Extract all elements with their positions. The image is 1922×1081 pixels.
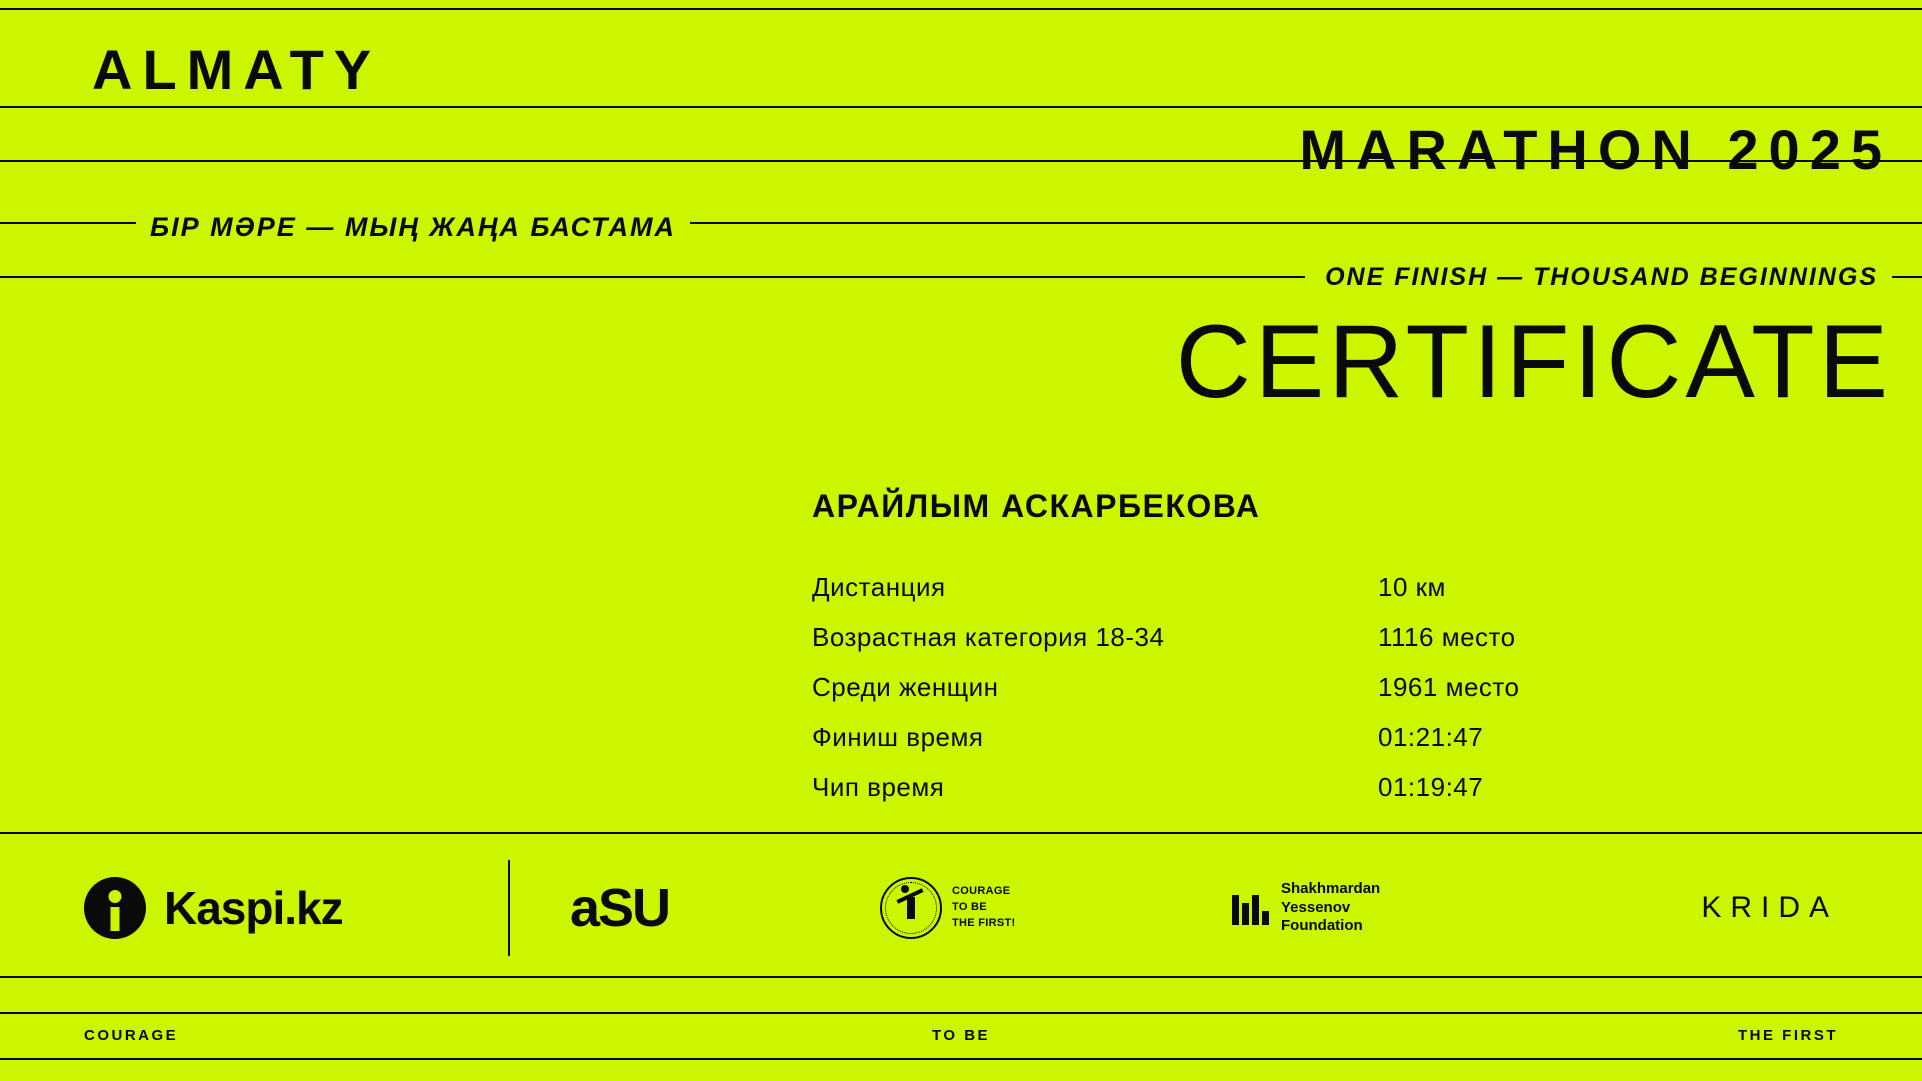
table-row	[812, 672, 1612, 722]
ctbf-line-2: TO BE	[952, 901, 987, 914]
table-row	[812, 622, 1612, 672]
event-title: MARATHON 2025	[1299, 118, 1892, 181]
table-row	[812, 572, 1612, 622]
shakhmardan-line-2: Yessenov	[1281, 898, 1351, 916]
sponsor-asu-label: aSU	[570, 878, 670, 938]
sponsor-bar	[0, 838, 1922, 978]
result-label: Среди женщин	[812, 672, 999, 702]
sponsor-courage-to-be-the-first	[880, 877, 1016, 939]
result-value: 01:21:47	[1378, 722, 1484, 752]
footer-middle-text: TO BE	[931, 1026, 991, 1044]
table-row	[812, 772, 1612, 822]
sponsor-krida-label: KRIDA	[1701, 891, 1838, 924]
result-value: 1116 место	[1378, 622, 1516, 652]
result-label: Дистанция	[812, 572, 946, 602]
ctbf-line-1: COURAGE	[952, 885, 1011, 898]
table-row	[812, 722, 1612, 772]
sponsor-shakhmardan-text	[1281, 880, 1380, 936]
sponsor-ctbf-text	[952, 884, 1016, 932]
sponsor-divider	[508, 860, 510, 956]
kaspi-logo-icon	[84, 877, 146, 939]
divider-line-1	[0, 106, 1922, 108]
sponsor-shakhmardan-yessenov-foundation	[1232, 880, 1380, 936]
divider-line-sponsors-top	[0, 832, 1922, 834]
corporate-fund-seal-icon	[880, 877, 942, 939]
city-title: ALMATY	[92, 38, 382, 101]
result-value: 01:19:47	[1378, 772, 1484, 802]
result-label: Финиш время	[812, 722, 984, 752]
footer-right-text: THE FIRST	[1738, 1026, 1838, 1044]
sponsor-kaspi	[84, 877, 343, 939]
sponsor-kaspi-label: Kaspi.kz	[164, 882, 343, 934]
yessenov-logo-icon	[1232, 891, 1269, 925]
result-value: 10 км	[1378, 572, 1446, 602]
result-label: Возрастная категория 18-34	[812, 622, 1165, 652]
divider-line-footer-top	[0, 1012, 1922, 1014]
result-value: 1961 место	[1378, 672, 1520, 702]
divider-line-bottom	[0, 1058, 1922, 1060]
footer-left-text: COURAGE	[84, 1026, 179, 1044]
divider-line-top	[0, 8, 1922, 10]
page-title: CERTIFICATE	[1175, 304, 1892, 420]
shakhmardan-line-1: Shakhmardan	[1281, 879, 1381, 897]
results-table	[812, 572, 1612, 822]
result-label: Чип время	[812, 772, 945, 802]
slogan-kazakh: БІР МӘРЕ — МЫҢ ЖАҢА БАСТАМА	[136, 214, 690, 241]
runner-figure-icon	[907, 897, 915, 919]
footer-bar	[0, 1018, 1922, 1052]
ctbf-line-3: THE FIRST!	[952, 916, 1016, 929]
participant-name: АРАЙЛЫМ АСКАРБЕКОВА	[812, 488, 1261, 524]
slogan-english: ONE FINISH — THOUSAND BEGINNINGS	[1305, 265, 1892, 290]
shakhmardan-line-3: Foundation	[1281, 917, 1363, 935]
